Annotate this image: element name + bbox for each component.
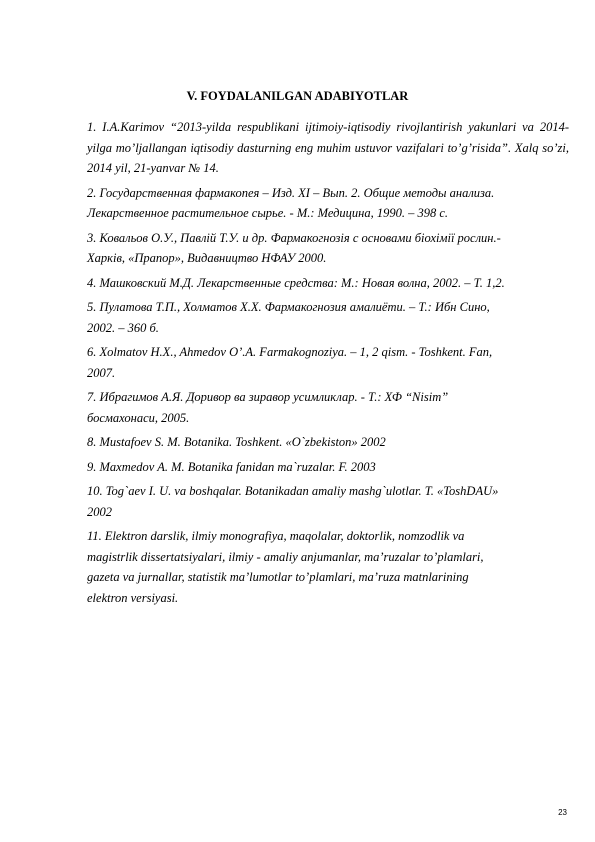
reference-item bbox=[87, 432, 569, 453]
reference-line: 2007. bbox=[87, 365, 116, 380]
reference-line: 7. Ибрагимов А.Я. Доривор ва зиравор усимликлар. - Т.: ХФ “Nisim” bbox=[87, 390, 449, 404]
reference-line: gazeta va jurnallar, statistik ma’lumotlar to’plamlari, ma’ruza matnlarining bbox=[87, 570, 469, 584]
reference-line: Харків, «Прапор», Видавництво НФАУ 2000. bbox=[87, 251, 327, 265]
reference-line: 8. Mustafoev S. M. Botanika. Toshkent. «O`zbekiston» 2002 bbox=[87, 435, 386, 449]
reference-item bbox=[87, 273, 569, 294]
reference-line: elektron versiyasi. bbox=[87, 590, 179, 605]
reference-item bbox=[87, 342, 569, 383]
reference-item bbox=[87, 387, 569, 428]
reference-item bbox=[87, 457, 569, 478]
reference-line: 2. Государственная фармакопея – Изд. XI – Вып. 2. Общие методы анализа. bbox=[87, 185, 495, 200]
reference-line: 4. Машковский М.Д. Лекарственные средства: М.: Новая волна, 2002. – Т. 1,2. bbox=[87, 275, 505, 290]
reference-line: босмахонаси, 2005. bbox=[87, 410, 190, 425]
reference-item bbox=[87, 183, 569, 224]
reference-item bbox=[87, 526, 569, 608]
reference-line: 2002. – 360 б. bbox=[87, 320, 159, 335]
page-number: 23 bbox=[558, 808, 567, 817]
reference-line: 11. Elektron darslik, ilmiy monografiya, maqolalar, doktorlik, nomzodlik va bbox=[87, 529, 465, 543]
reference-line: 9. Maxmedov A. M. Botanika fanidan ma`ruzalar. F. 2003 bbox=[87, 459, 376, 474]
reference-line: 5. Пулатова Т.П., Холматов Х.Х. Фармакогнозия амалиёти. – Т.: Ибн Сино, bbox=[87, 300, 490, 314]
reference-item bbox=[87, 228, 569, 269]
reference-line: 3. Ковальов О.У., Павлій Т.У. и др. Фармакогнозія с основами біохімії рослин.- bbox=[87, 230, 501, 245]
reference-line: 6. Xolmatov H.X., Ahmedov O’.A. Farmakognoziya. – 1, 2 qism. - Toshkent. Fan, bbox=[87, 345, 493, 359]
page-title: V. FOYDALANILGAN ADABIYOTLAR bbox=[186, 89, 409, 103]
reference-item: 1. I.A.Karimov “2013-yilda respublikani ijtimoiy-iqtisodiy rivojlantirish yakunlari va 2014-yilga mo’ljallangan iqtisodiy dasturning eng muhim ustuvor vazifalari to’g’risida”. Xalq so’zi, 2014 yil, 21-yanvar № 14. bbox=[87, 120, 569, 175]
reference-list bbox=[87, 117, 569, 612]
reference-item bbox=[87, 481, 569, 522]
reference-line: Лекарственное растительное сырье. - М.: Медицина, 1990. – 398 с. bbox=[87, 206, 449, 220]
reference-item bbox=[87, 297, 569, 338]
reference-line: magistrlik dissertatsiyalari, ilmiy - amaliy anjumanlar, ma’ruzalar to’plamlari, bbox=[87, 549, 484, 564]
reference-line: 10. Tog`aev I. U. va boshqalar. Botanikadan amaliy mashg`ulotlar. T. «ToshDAU» bbox=[87, 484, 499, 498]
reference-line: 2002 bbox=[87, 504, 112, 519]
